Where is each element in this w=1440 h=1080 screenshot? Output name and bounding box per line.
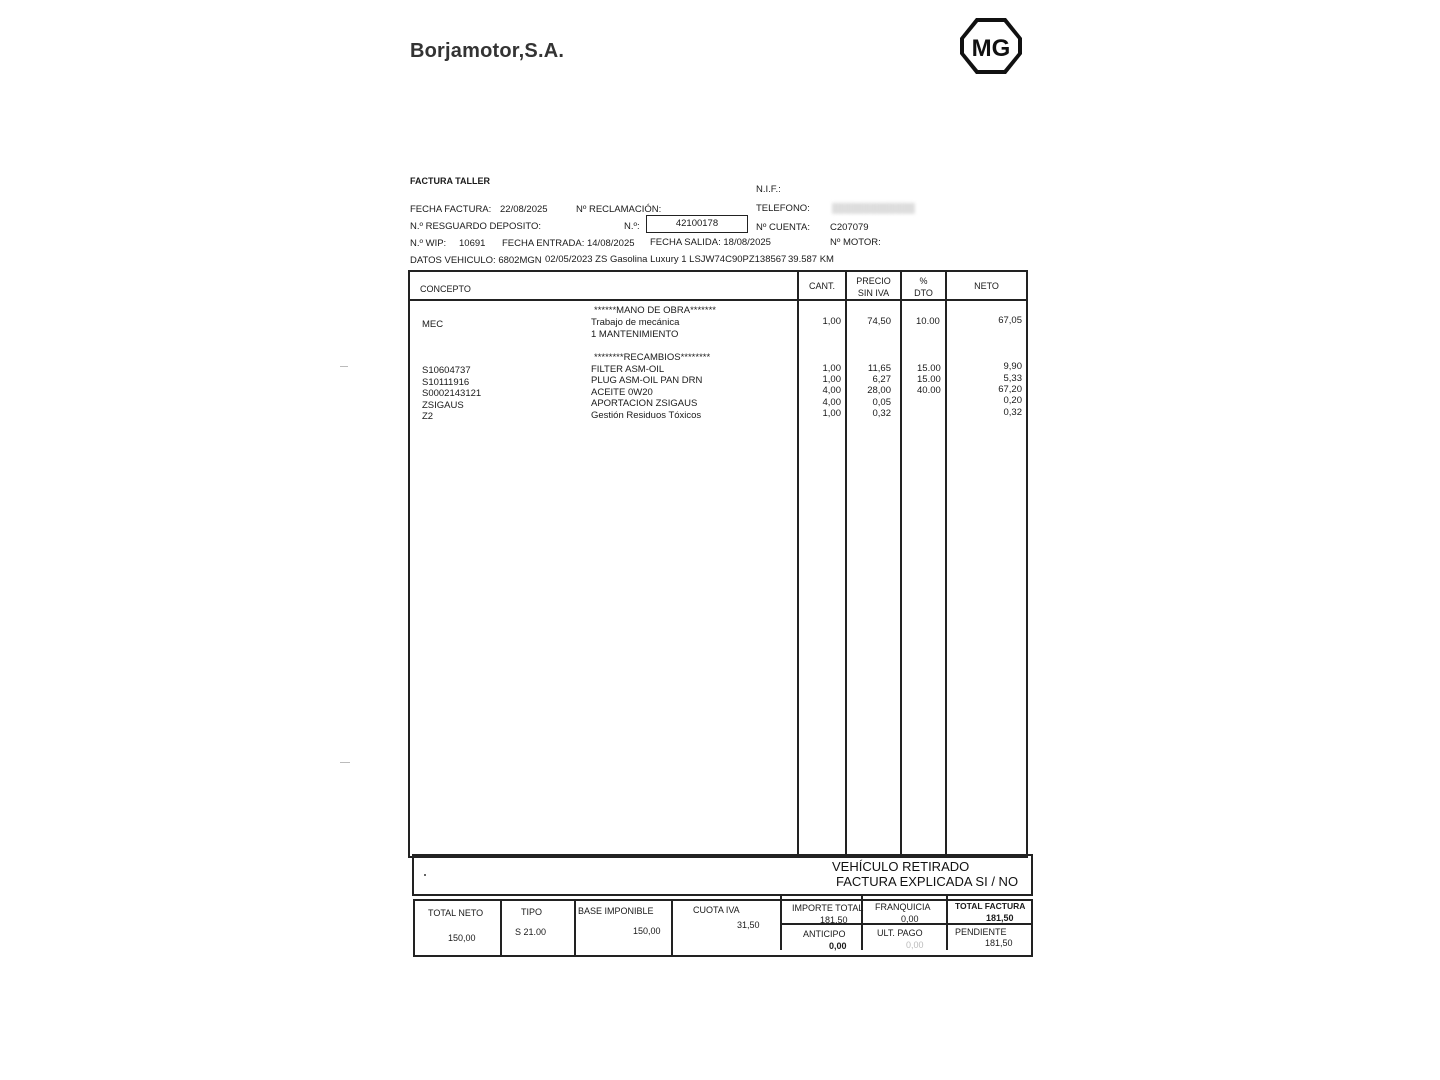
- vehiculo-label: DATOS VEHICULO: 6802MGN: [410, 255, 542, 266]
- part-precio: 28,00: [867, 385, 891, 396]
- part-desc: FILTER ASM-OIL: [591, 364, 665, 375]
- part-dto: 15.00: [917, 374, 941, 385]
- nif-label: N.I.F.:: [756, 184, 781, 195]
- part-code: S10111916: [422, 377, 470, 388]
- part-neto: 67,20: [998, 384, 1022, 395]
- n-value-box: 42100178: [646, 215, 748, 233]
- vehiculo-detalle: 02/05/2023 ZS Gasolina Luxury 1 LSJW74C90PZ138567: [545, 254, 787, 265]
- part-code: S10604737: [422, 365, 471, 376]
- total-neto-value: 150,00: [448, 933, 476, 943]
- base-imponible-label: BASE IMPONIBLE: [578, 906, 654, 916]
- col-concepto: CONCEPTO: [420, 284, 471, 294]
- ult-pago-value: 0,00: [906, 940, 924, 950]
- part-desc: ACEITE 0W20: [591, 387, 653, 398]
- part-cant: 1,00: [822, 408, 841, 419]
- fecha-entrada: FECHA ENTRADA: 14/08/2025: [502, 238, 635, 249]
- fecha-factura-value: 22/08/2025: [500, 204, 548, 215]
- col-precio-line2: SIN IVA: [857, 288, 890, 298]
- labor-desc-2: 1 MANTENIMIENTO: [591, 329, 679, 340]
- importe-total-label: IMPORTE TOTAL: [792, 903, 864, 913]
- scan-mark: [340, 366, 348, 367]
- part-dto: 15.00: [917, 363, 941, 374]
- mg-logo-text: MG: [971, 35, 1011, 62]
- total-factura-label: TOTAL FACTURA: [955, 901, 1026, 911]
- part-dto: 40.00: [917, 385, 941, 396]
- part-cant: 4,00: [822, 397, 841, 408]
- labor-code: MEC: [422, 319, 444, 330]
- part-precio: 6,27: [872, 374, 891, 385]
- col-cant: CANT.: [808, 281, 835, 291]
- labor-neto: 67,05: [998, 315, 1022, 326]
- col-divider-precio: [845, 272, 847, 856]
- importe-total-value: 181,50: [820, 915, 848, 925]
- franquicia-value: 0,00: [901, 914, 919, 924]
- col-divider-neto: [945, 272, 947, 856]
- total-factura-value: 181,50: [986, 913, 1014, 923]
- remark-factura-explicada: FACTURA EXPLICADA SI / NO: [836, 874, 1019, 889]
- col-neto: NETO: [974, 281, 999, 291]
- cuota-iva-label: CUOTA IVA: [693, 905, 740, 915]
- labor-desc-1: Trabajo de mecánica: [591, 317, 680, 328]
- vehiculo-km: 39.587 KM: [788, 254, 834, 265]
- items-table: [408, 270, 1028, 858]
- part-desc: Gestión Residuos Tóxicos: [591, 410, 702, 421]
- telefono-redacted: █████████████: [832, 203, 915, 213]
- section-mano-obra: ******MANO DE OBRA*******: [594, 305, 716, 316]
- part-precio: 0,32: [872, 408, 891, 419]
- part-cant: 4,00: [822, 385, 841, 396]
- tipo-value: S 21.00: [515, 927, 547, 937]
- labor-dto: 10.00: [916, 316, 940, 327]
- totals-box: [413, 899, 1033, 957]
- part-code: S0002143121: [422, 388, 482, 399]
- total-neto-label: TOTAL NETO: [428, 908, 484, 918]
- cuota-iva-value: 31,50: [737, 920, 760, 930]
- part-neto: 9,90: [1003, 361, 1022, 372]
- part-precio: 11,65: [867, 363, 891, 374]
- part-cant: 1,00: [822, 374, 841, 385]
- header-divider: [410, 299, 1026, 301]
- anticipo-label: ANTICIPO: [803, 929, 846, 939]
- pendiente-value: 181,50: [985, 938, 1013, 948]
- part-neto: 0,32: [1003, 407, 1022, 418]
- fecha-salida: FECHA SALIDA: 18/08/2025: [650, 237, 771, 248]
- totals-divider-3: [671, 901, 673, 955]
- totals-divider-2: [574, 901, 576, 955]
- part-code: ZSIGAUS: [422, 400, 464, 411]
- document-title: FACTURA TALLER: [410, 176, 490, 186]
- part-desc: PLUG ASM-OIL PAN DRN: [591, 375, 703, 386]
- reclamacion-label: Nº RECLAMACIÓN:: [576, 204, 662, 215]
- remarks-box: [412, 854, 1033, 896]
- col-dto-line1: %: [919, 276, 928, 286]
- scan-dot: [424, 874, 426, 876]
- base-imponible-value: 150,00: [633, 926, 661, 936]
- col-divider-dto: [900, 272, 902, 856]
- anticipo-value: 0,00: [829, 941, 847, 951]
- labor-cant: 1,00: [822, 316, 841, 327]
- scan-mark: [340, 762, 350, 763]
- part-neto: 5,33: [1003, 373, 1022, 384]
- fecha-factura-label: FECHA FACTURA:: [410, 204, 492, 215]
- col-precio-line1: PRECIO: [856, 276, 891, 286]
- cuenta-value: C207079: [830, 222, 869, 233]
- mg-logo-icon: [958, 16, 1024, 76]
- totals-divider-1: [500, 901, 502, 955]
- col-divider-cant: [797, 272, 799, 856]
- part-precio: 0,05: [872, 397, 891, 408]
- ult-pago-label: ULT. PAGO: [877, 928, 923, 938]
- telefono-label: TELEFONO:: [756, 203, 810, 214]
- col-dto-line2: DTO: [914, 288, 933, 298]
- n-label: N.º:: [624, 221, 640, 232]
- part-neto: 0,20: [1003, 395, 1022, 406]
- part-cant: 1,00: [822, 363, 841, 374]
- wip-label: N.º WIP:: [410, 238, 447, 249]
- remark-vehiculo-retirado: VEHÍCULO RETIRADO: [832, 859, 970, 874]
- part-desc: APORTACION ZSIGAUS: [591, 398, 698, 409]
- cuenta-label: Nº CUENTA:: [756, 222, 810, 233]
- motor-label: Nº MOTOR:: [830, 237, 881, 248]
- company-name: Borjamotor,S.A.: [410, 40, 565, 62]
- section-recambios: ********RECAMBIOS********: [594, 352, 711, 363]
- tipo-label: TIPO: [521, 907, 543, 917]
- labor-precio: 74,50: [867, 316, 891, 327]
- resguardo-label: N.º RESGUARDO DEPOSITO:: [410, 221, 542, 232]
- franquicia-label: FRANQUICIA: [875, 902, 931, 912]
- part-code: Z2: [422, 411, 434, 422]
- wip-value: 10691: [459, 238, 486, 249]
- pendiente-label: PENDIENTE: [955, 927, 1007, 937]
